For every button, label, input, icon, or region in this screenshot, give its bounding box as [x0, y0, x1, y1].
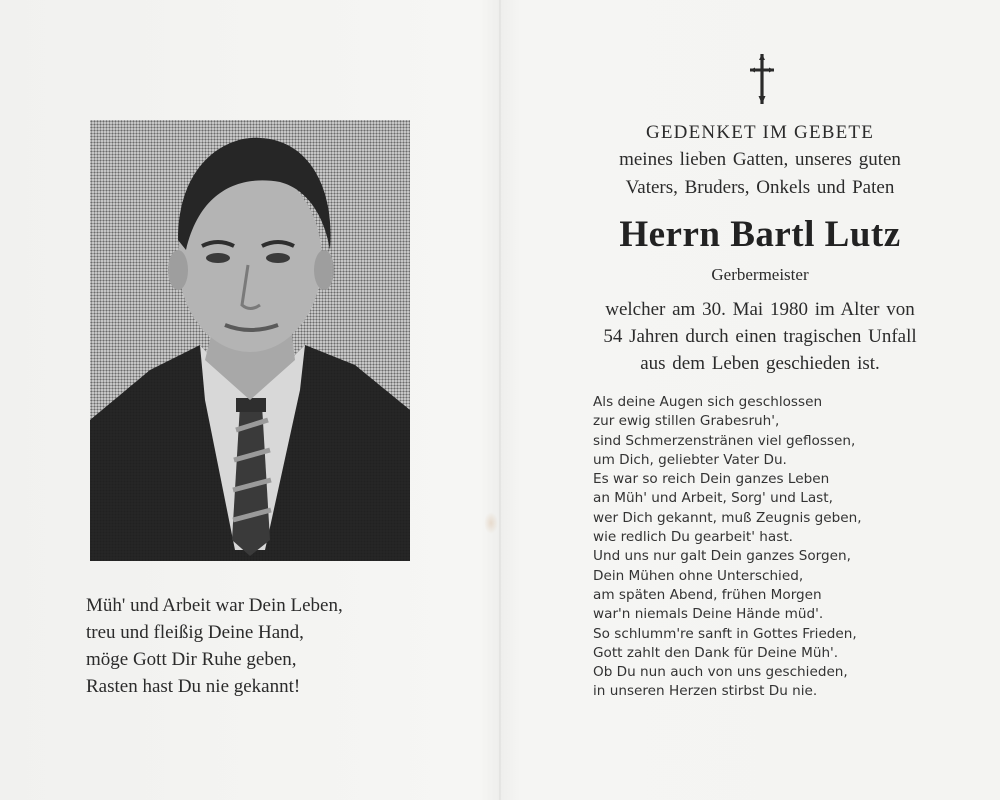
poem-line: sind Schmerzenstränen viel geflossen,	[593, 432, 856, 449]
poem-line: an Müh' und Arbeit, Sorg' und Last,	[593, 490, 833, 507]
death-notice-line: welcher am 30. Mai 1980 im Alter von	[605, 299, 915, 320]
poem-line: war'n niemals Deine Hände müd'.	[593, 606, 824, 623]
poem-line: zur ewig stillen Grabesruh',	[593, 413, 780, 430]
death-notice-line: 54 Jahren durch einen tragischen Unfall	[603, 326, 917, 347]
left-verse-line: treu und fleißig Deine Hand,	[86, 622, 304, 643]
poem-line: So schlumm're sanft in Gottes Frieden,	[593, 625, 857, 642]
left-verse-line: möge Gott Dir Ruhe geben,	[86, 649, 297, 670]
poem-line: am späten Abend, frühen Morgen	[593, 586, 822, 603]
poem-line: um Dich, geliebter Vater Du.	[593, 451, 787, 468]
poem-line: wer Dich gekannt, muß Zeugnis geben,	[593, 509, 862, 526]
relation-line: meines lieben Gatten, unseres guten	[619, 149, 901, 170]
poem-line: in unseren Herzen stirbst Du nie.	[593, 683, 818, 700]
poem-line: Gott zahlt den Dank für Deine Müh'.	[593, 644, 839, 661]
memorial-poem	[593, 393, 953, 702]
poem-line: Dein Mühen ohne Unterschied,	[593, 567, 804, 584]
paper-stain	[484, 512, 498, 534]
poem-line: Ob Du nun auch von uns geschieden,	[593, 664, 848, 681]
death-notice-line: aus dem Leben geschieden ist.	[640, 353, 880, 374]
profession: Gerbermeister	[711, 265, 809, 284]
poem-line: Als deine Augen sich geschlossen	[593, 394, 823, 410]
left-verse	[86, 592, 446, 700]
deceased-name: Herrn Bartl Lutz	[619, 214, 901, 255]
portrait-photo	[90, 120, 410, 561]
poem-line: wie redlich Du gearbeit' hast.	[593, 529, 793, 546]
left-verse-line: Rasten hast Du nie gekannt!	[86, 676, 301, 697]
gedenket-heading: GEDENKET IM GEBETE	[645, 122, 875, 143]
poem-line: Und uns nur galt Dein ganzes Sorgen,	[593, 548, 851, 565]
center-fold	[499, 0, 501, 800]
memorial-header	[560, 120, 960, 377]
poem-line: Es war so reich Dein ganzes Leben	[593, 471, 830, 488]
cross-icon	[746, 52, 778, 106]
left-verse-line: Müh' und Arbeit war Dein Leben,	[86, 595, 343, 616]
relation-line: Vaters, Bruders, Onkels und Paten	[625, 177, 895, 198]
death-notice	[560, 296, 960, 377]
